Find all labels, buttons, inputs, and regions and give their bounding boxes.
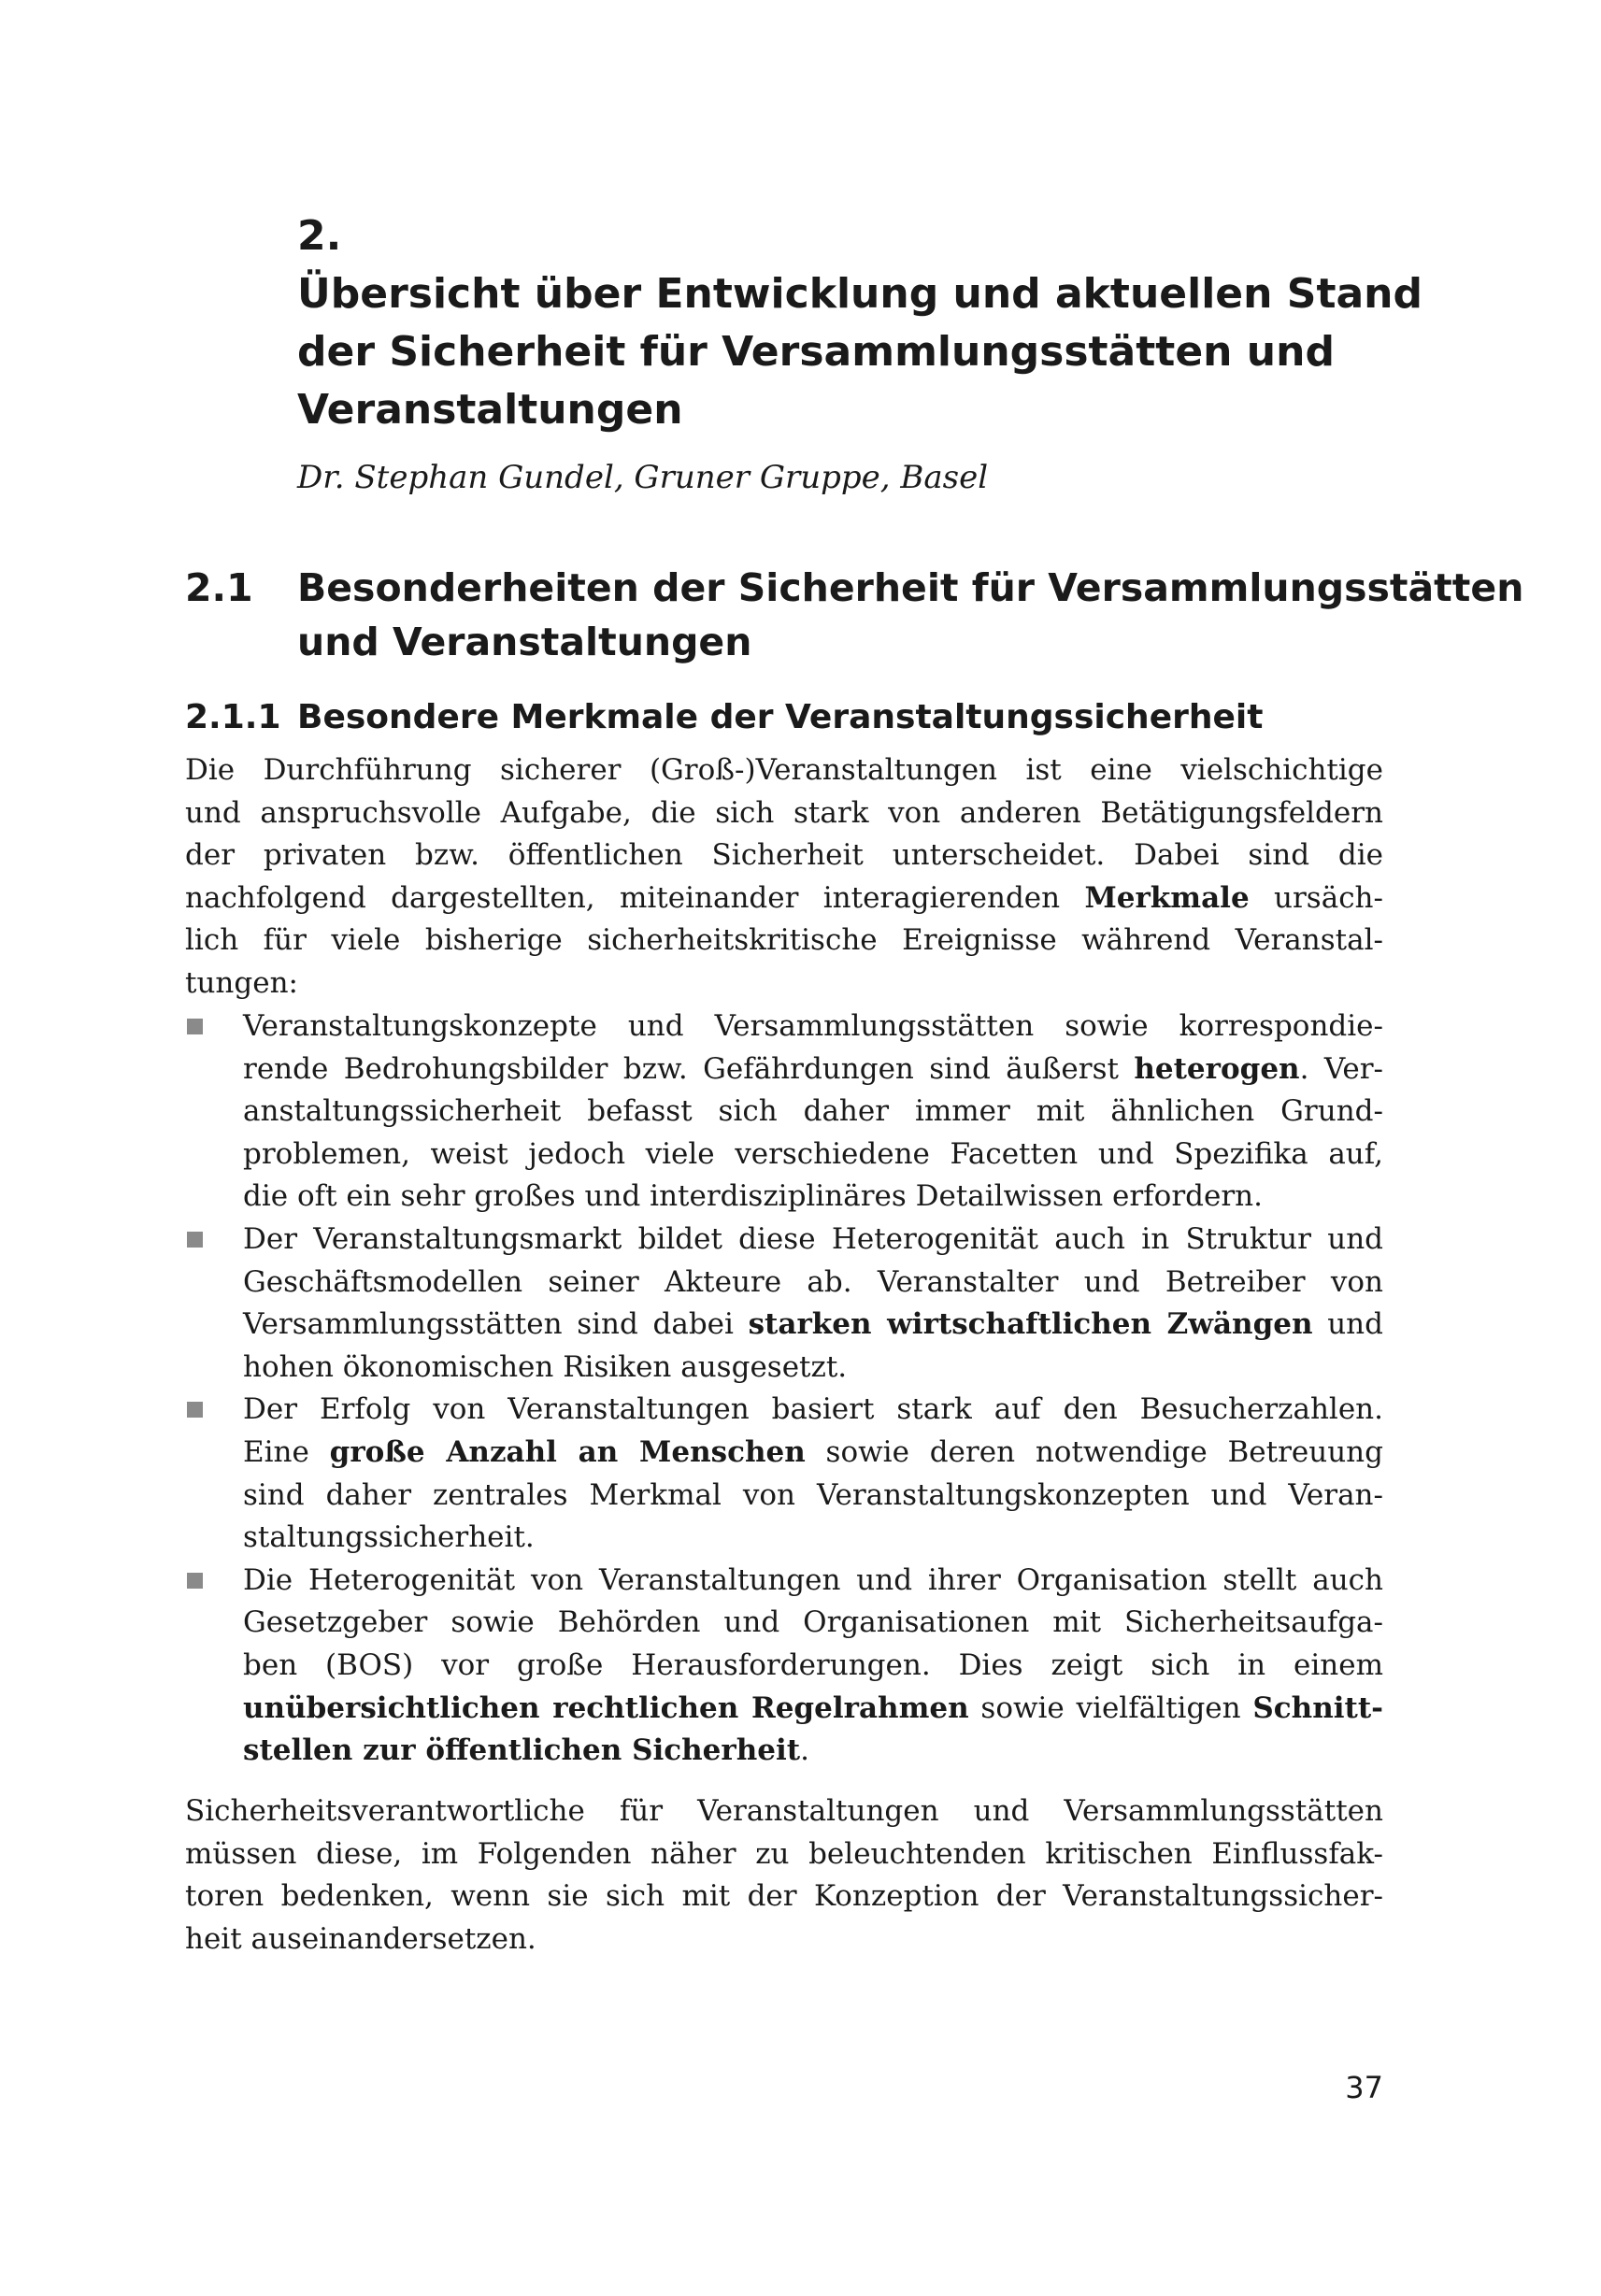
text-line (243, 1688, 1383, 1731)
subsection-number: 2.1.1 (185, 698, 281, 736)
text-run: rende Bedrohungsbilder bzw. Gefährdungen sind äußerst (243, 1051, 1119, 1086)
chapter-number: 2. (297, 212, 342, 260)
text-line: problemen, weist jedoch viele verschiedene Facetten und Spezifika auf, (243, 1136, 1383, 1171)
text-line: staltungssicherheit. (243, 1520, 535, 1555)
bold-term: unübersichtlichen rechtlichen Regelrahmen (243, 1690, 969, 1725)
bold-term: stellen zur öffentlichen Sicherheit (243, 1733, 801, 1768)
chapter-title-line: Veranstaltungen (297, 386, 683, 434)
text-run: Eine (243, 1434, 309, 1469)
text-line (185, 877, 1383, 920)
text-line: heit auseinandersetzen. (185, 1921, 536, 1956)
text-line: Die Heterogenität von Veranstaltungen und ihrer Organisation stellt auch (243, 1562, 1383, 1597)
text-line: Der Veranstaltungsmarkt bildet diese Heterogenität auch in Struktur und (243, 1221, 1383, 1256)
list-item (185, 1219, 1383, 1389)
text-line: Der Erfolg von Veranstaltungen basiert stark auf den Besucherzahlen. (243, 1392, 1383, 1427)
text-run: Versammlungsstätten sind dabei (243, 1307, 734, 1342)
chapter-title-line: der Sicherheit für Versammlungsstätten und (297, 328, 1335, 376)
text-line: anstaltungssicherheit befasst sich daher immer mit ähnlichen Grund- (243, 1094, 1383, 1129)
bold-term: starken wirtschaftlichen Zwängen (748, 1307, 1313, 1342)
text-line: ben (BOS) vor große Herausforderungen. Dies zeigt sich in einem (243, 1647, 1383, 1682)
text-line: hohen ökonomischen Risiken ausgesetzt. (243, 1349, 848, 1384)
closing-paragraph (185, 1790, 1383, 1961)
section-title (297, 561, 1523, 669)
square-bullet-icon (187, 1402, 203, 1418)
page-number: 37 (1345, 2070, 1383, 2105)
bold-term: große Anzahl an Menschen (329, 1434, 806, 1469)
list-item (185, 1005, 1383, 1219)
bold-term: Merkmale (1084, 880, 1250, 915)
subsection-title: Besondere Merkmale der Veranstaltungssicherheit (297, 698, 1264, 736)
bold-term: Schnitt- (1252, 1690, 1384, 1725)
text-run: und (1327, 1307, 1383, 1342)
bullet-list (185, 1005, 1383, 1773)
section-title-line: und Veranstaltungen (297, 620, 752, 664)
text-line: die oft ein sehr großes und interdisziplinäres Detailwissen erfordern. (243, 1179, 1263, 1214)
text-run: nachfolgend dargestellten, miteinander interagierenden (185, 880, 1061, 915)
text-line: Gesetzgeber sowie Behörden und Organisationen mit Sicherheitsaufga- (243, 1605, 1383, 1640)
square-bullet-icon (187, 1232, 203, 1248)
text-line: sind daher zentrales Merkmal von Veranstaltungskonzepten und Veran- (243, 1477, 1383, 1512)
text-run: . (800, 1733, 809, 1768)
text-line (243, 1048, 1383, 1091)
text-line (243, 1432, 1383, 1475)
bold-term: heterogen (1134, 1051, 1300, 1086)
text-line (243, 1304, 1383, 1347)
text-run: ursäch- (1274, 880, 1383, 915)
intro-paragraph (185, 749, 1383, 1005)
square-bullet-icon (187, 1573, 203, 1589)
text-line: der privaten bzw. öffentlichen Sicherheit unterscheidet. Dabei sind die (185, 838, 1383, 873)
list-item (185, 1389, 1383, 1559)
chapter-title (297, 265, 1423, 439)
text-line: Die Durchführung sicherer (Groß-)Veranstaltungen ist eine vielschichtige (185, 753, 1383, 787)
subsection-heading (185, 690, 1263, 746)
text-line: Sicherheitsverantwortliche für Veranstaltungen und Versammlungsstätten (185, 1794, 1383, 1828)
square-bullet-icon (187, 1019, 203, 1034)
text-line (243, 1730, 1383, 1773)
list-item (185, 1560, 1383, 1773)
section-title-line: Besonderheiten der Sicherheit für Versammlungsstätten (297, 565, 1524, 610)
text-line: müssen diese, im Folgenden näher zu beleuchtenden kritischen Einflussfak- (185, 1836, 1383, 1871)
text-run: sowie vielfältigen (980, 1690, 1241, 1725)
text-line: tungen: (185, 965, 298, 1000)
text-run: sowie deren notwendige Betreuung (825, 1434, 1383, 1469)
section-number: 2.1 (185, 565, 253, 610)
chapter-heading (297, 207, 1423, 439)
text-line: Veranstaltungskonzepte und Versammlungsstätten sowie korrespondie- (243, 1009, 1383, 1043)
author-line: Dr. Stephan Gundel, Gruner Gruppe, Basel (297, 459, 989, 496)
text-run: . Ver- (1299, 1051, 1384, 1086)
text-line: Geschäftsmodellen seiner Akteure ab. Veranstalter und Betreiber von (243, 1264, 1383, 1299)
chapter-title-line: Übersicht über Entwicklung und aktuellen Stand (297, 270, 1423, 318)
text-line: lich für viele bisherige sicherheitskritische Ereignisse während Veranstal- (185, 923, 1383, 958)
text-line: und anspruchsvolle Aufgabe, die sich stark von anderen Betätigungsfeldern (185, 795, 1383, 830)
text-line: toren bedenken, wenn sie sich mit der Konzeption der Veranstaltungssicher- (185, 1879, 1383, 1914)
